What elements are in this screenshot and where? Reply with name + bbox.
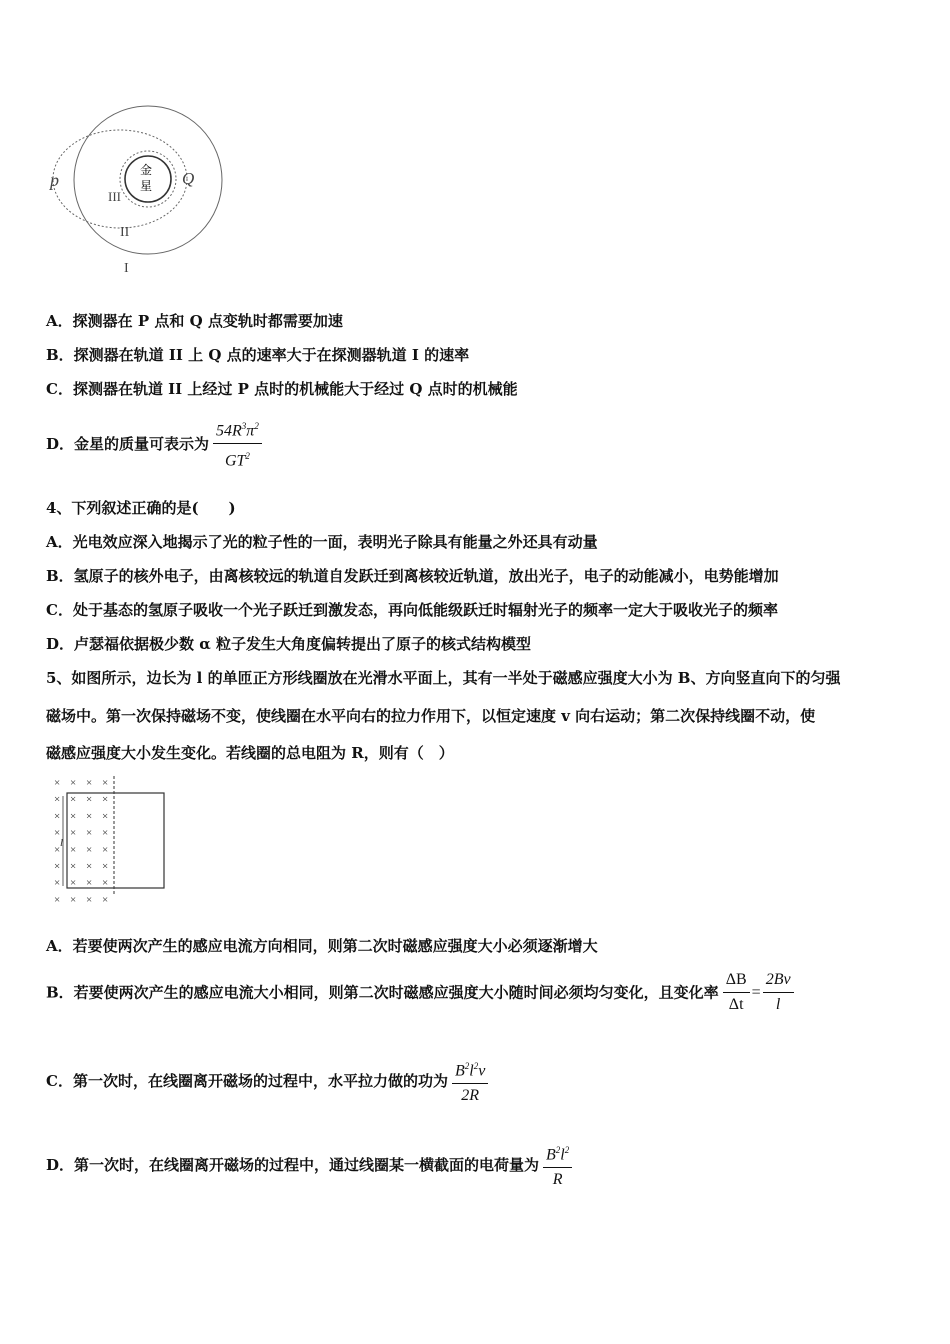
- q4-option-a: A．光电效应深入地揭示了光的粒子性的一面，表明光子除具有能量之外还具有动量: [46, 533, 598, 551]
- q5-option-d-formula: [543, 1140, 572, 1190]
- orbit-figure: [40, 100, 240, 280]
- formula-part: v: [478, 1062, 486, 1080]
- field-cross: ×: [70, 777, 77, 789]
- q4-option-b: B．氢原子的核外电子，由离核较远的轨道自发跃迁到离核较近轨道，放出光子，电子的动能减小，电势能增加: [46, 567, 779, 585]
- q3-option-d-text: D．金星的质量可表示为: [46, 434, 210, 453]
- formula-part: 2: [473, 1061, 479, 1071]
- formula-part: 2Bv: [763, 970, 794, 993]
- q5-option-a: A．若要使两次产生的感应电流方向相同，则第二次时磁感应强度大小必须逐渐增大: [46, 937, 598, 955]
- field-cross: ×: [102, 877, 109, 890]
- q4-stem: 4、下列叙述正确的是( ): [46, 499, 236, 517]
- formula-part: l: [775, 996, 781, 1013]
- field-cross: ×: [102, 860, 109, 873]
- q5-option-d: [46, 1140, 572, 1190]
- q5-option-c-formula: [452, 1056, 488, 1106]
- field-cross: ×: [102, 827, 109, 840]
- field-cross: ×: [102, 777, 109, 789]
- orbit-1-label: I: [124, 261, 129, 276]
- field-cross: ×: [86, 877, 93, 890]
- field-cross: ×: [70, 793, 77, 806]
- formula-part: B: [546, 1146, 556, 1164]
- q5-option-b-rate-fraction: [723, 970, 750, 1015]
- point-q-label: Q: [182, 169, 195, 188]
- formula-part: B: [454, 1062, 465, 1080]
- q5-stem-line2: 磁场中。第一次保持磁场不变，使线圈在水平向右的拉力作用下，以恒定速度 v 向右运动；第二次保持线圈不动，使: [46, 707, 816, 725]
- field-cross: ×: [54, 827, 61, 840]
- q3-option-c: C．探测器在轨道 II 上经过 P 点时的机械能大于经过 Q 点时的机械能: [46, 380, 518, 398]
- formula-part: GT: [224, 452, 246, 470]
- field-cross: ×: [102, 793, 109, 806]
- q4-option-d: D．卢瑟福依据极少数 α 粒子发生大角度偏转提出了原子的核式结构模型: [46, 635, 531, 653]
- field-cross: ×: [86, 893, 93, 906]
- field-cross: ×: [86, 860, 93, 873]
- field-cross: ×: [70, 827, 77, 840]
- formula-part: π: [246, 422, 255, 440]
- field-cross: ×: [54, 793, 61, 806]
- field-cross: ×: [70, 810, 77, 823]
- field-cross: ×: [70, 843, 77, 856]
- formula-part: l: [560, 1146, 565, 1164]
- coil-field-figure: [46, 772, 176, 906]
- q5-stem-line3: 磁感应强度大小发生变化。若线圈的总电阻为 R，则有（ ）: [46, 744, 454, 762]
- q3-option-d: [46, 416, 262, 472]
- orbit-2-ellipse: [53, 130, 187, 228]
- field-cross: ×: [70, 877, 77, 890]
- formula-part: 2: [245, 451, 250, 462]
- q5-option-b-value-fraction: [763, 970, 794, 1015]
- q4-option-c: C．处于基态的氢原子吸收一个光子跃迁到激发态，再向低能级跃迁时辐射光子的频率一定大于吸收光子的频率: [46, 601, 778, 619]
- field-cross: ×: [54, 810, 61, 823]
- q5-option-c-text: C．第一次时，在线圈离开磁场的过程中，水平拉力做的功为: [46, 1072, 448, 1091]
- field-cross: ×: [86, 777, 93, 789]
- q3-option-d-formula: [213, 416, 262, 472]
- field-cross: ×: [86, 793, 93, 806]
- formula-part: 2R: [461, 1087, 480, 1105]
- field-cross: ×: [70, 860, 77, 873]
- field-cross: ×: [54, 877, 61, 890]
- q3-option-b: B．探测器在轨道 II 上 Q 点的速率大于在探测器轨道 I 的速率: [46, 346, 470, 364]
- planet-label-1: 金: [140, 163, 153, 177]
- field-cross: ×: [102, 810, 109, 823]
- orbit-2-label: II: [120, 225, 130, 240]
- q5-option-b: [46, 970, 794, 1015]
- orbit-3-label: III: [108, 189, 121, 204]
- field-cross: ×: [70, 893, 77, 906]
- square-coil: [67, 793, 164, 888]
- q3-option-a: A．探测器在 P 点和 Q 点变轨时都需要加速: [46, 312, 343, 330]
- planet-label-2: 星: [140, 179, 153, 193]
- field-cross: ×: [102, 893, 109, 906]
- field-cross: ×: [54, 860, 61, 873]
- formula-part: 2: [564, 1145, 570, 1155]
- formula-part: 54R: [216, 422, 242, 440]
- formula-part: ΔB: [723, 970, 750, 993]
- formula-part: 2: [464, 1061, 470, 1071]
- q5-option-b-text: B．若要使两次产生的感应电流大小相同，则第二次时磁感应强度大小随时间必须均匀变化，且变化率: [46, 983, 719, 1002]
- q5-option-c: [46, 1056, 488, 1106]
- field-cross: ×: [54, 843, 61, 856]
- field-cross: ×: [86, 827, 93, 840]
- formula-part: l: [469, 1062, 474, 1080]
- q5-stem-line1: 5、如图所示，边长为 l 的单匝正方形线圈放在光滑水平面上，其有一半处于磁感应强度大小为 B、方向竖直向下的匀强: [46, 669, 841, 687]
- side-length-label: l: [60, 837, 64, 849]
- field-cross: ×: [86, 843, 93, 856]
- formula-part: Δt: [728, 996, 744, 1013]
- field-cross: ×: [54, 893, 61, 906]
- field-cross: ×: [86, 810, 93, 823]
- point-p-label: p: [50, 170, 59, 190]
- formula-part: 3: [241, 421, 247, 431]
- equals-sign: =: [751, 983, 761, 1001]
- q5-option-d-text: D．第一次时，在线圈离开磁场的过程中，通过线圈某一横截面的电荷量为: [46, 1156, 540, 1175]
- formula-part: 2: [555, 1145, 561, 1155]
- field-cross: ×: [54, 777, 61, 789]
- field-cross: ×: [102, 843, 109, 856]
- formula-part: 2: [254, 421, 259, 431]
- formula-part: R: [552, 1171, 563, 1189]
